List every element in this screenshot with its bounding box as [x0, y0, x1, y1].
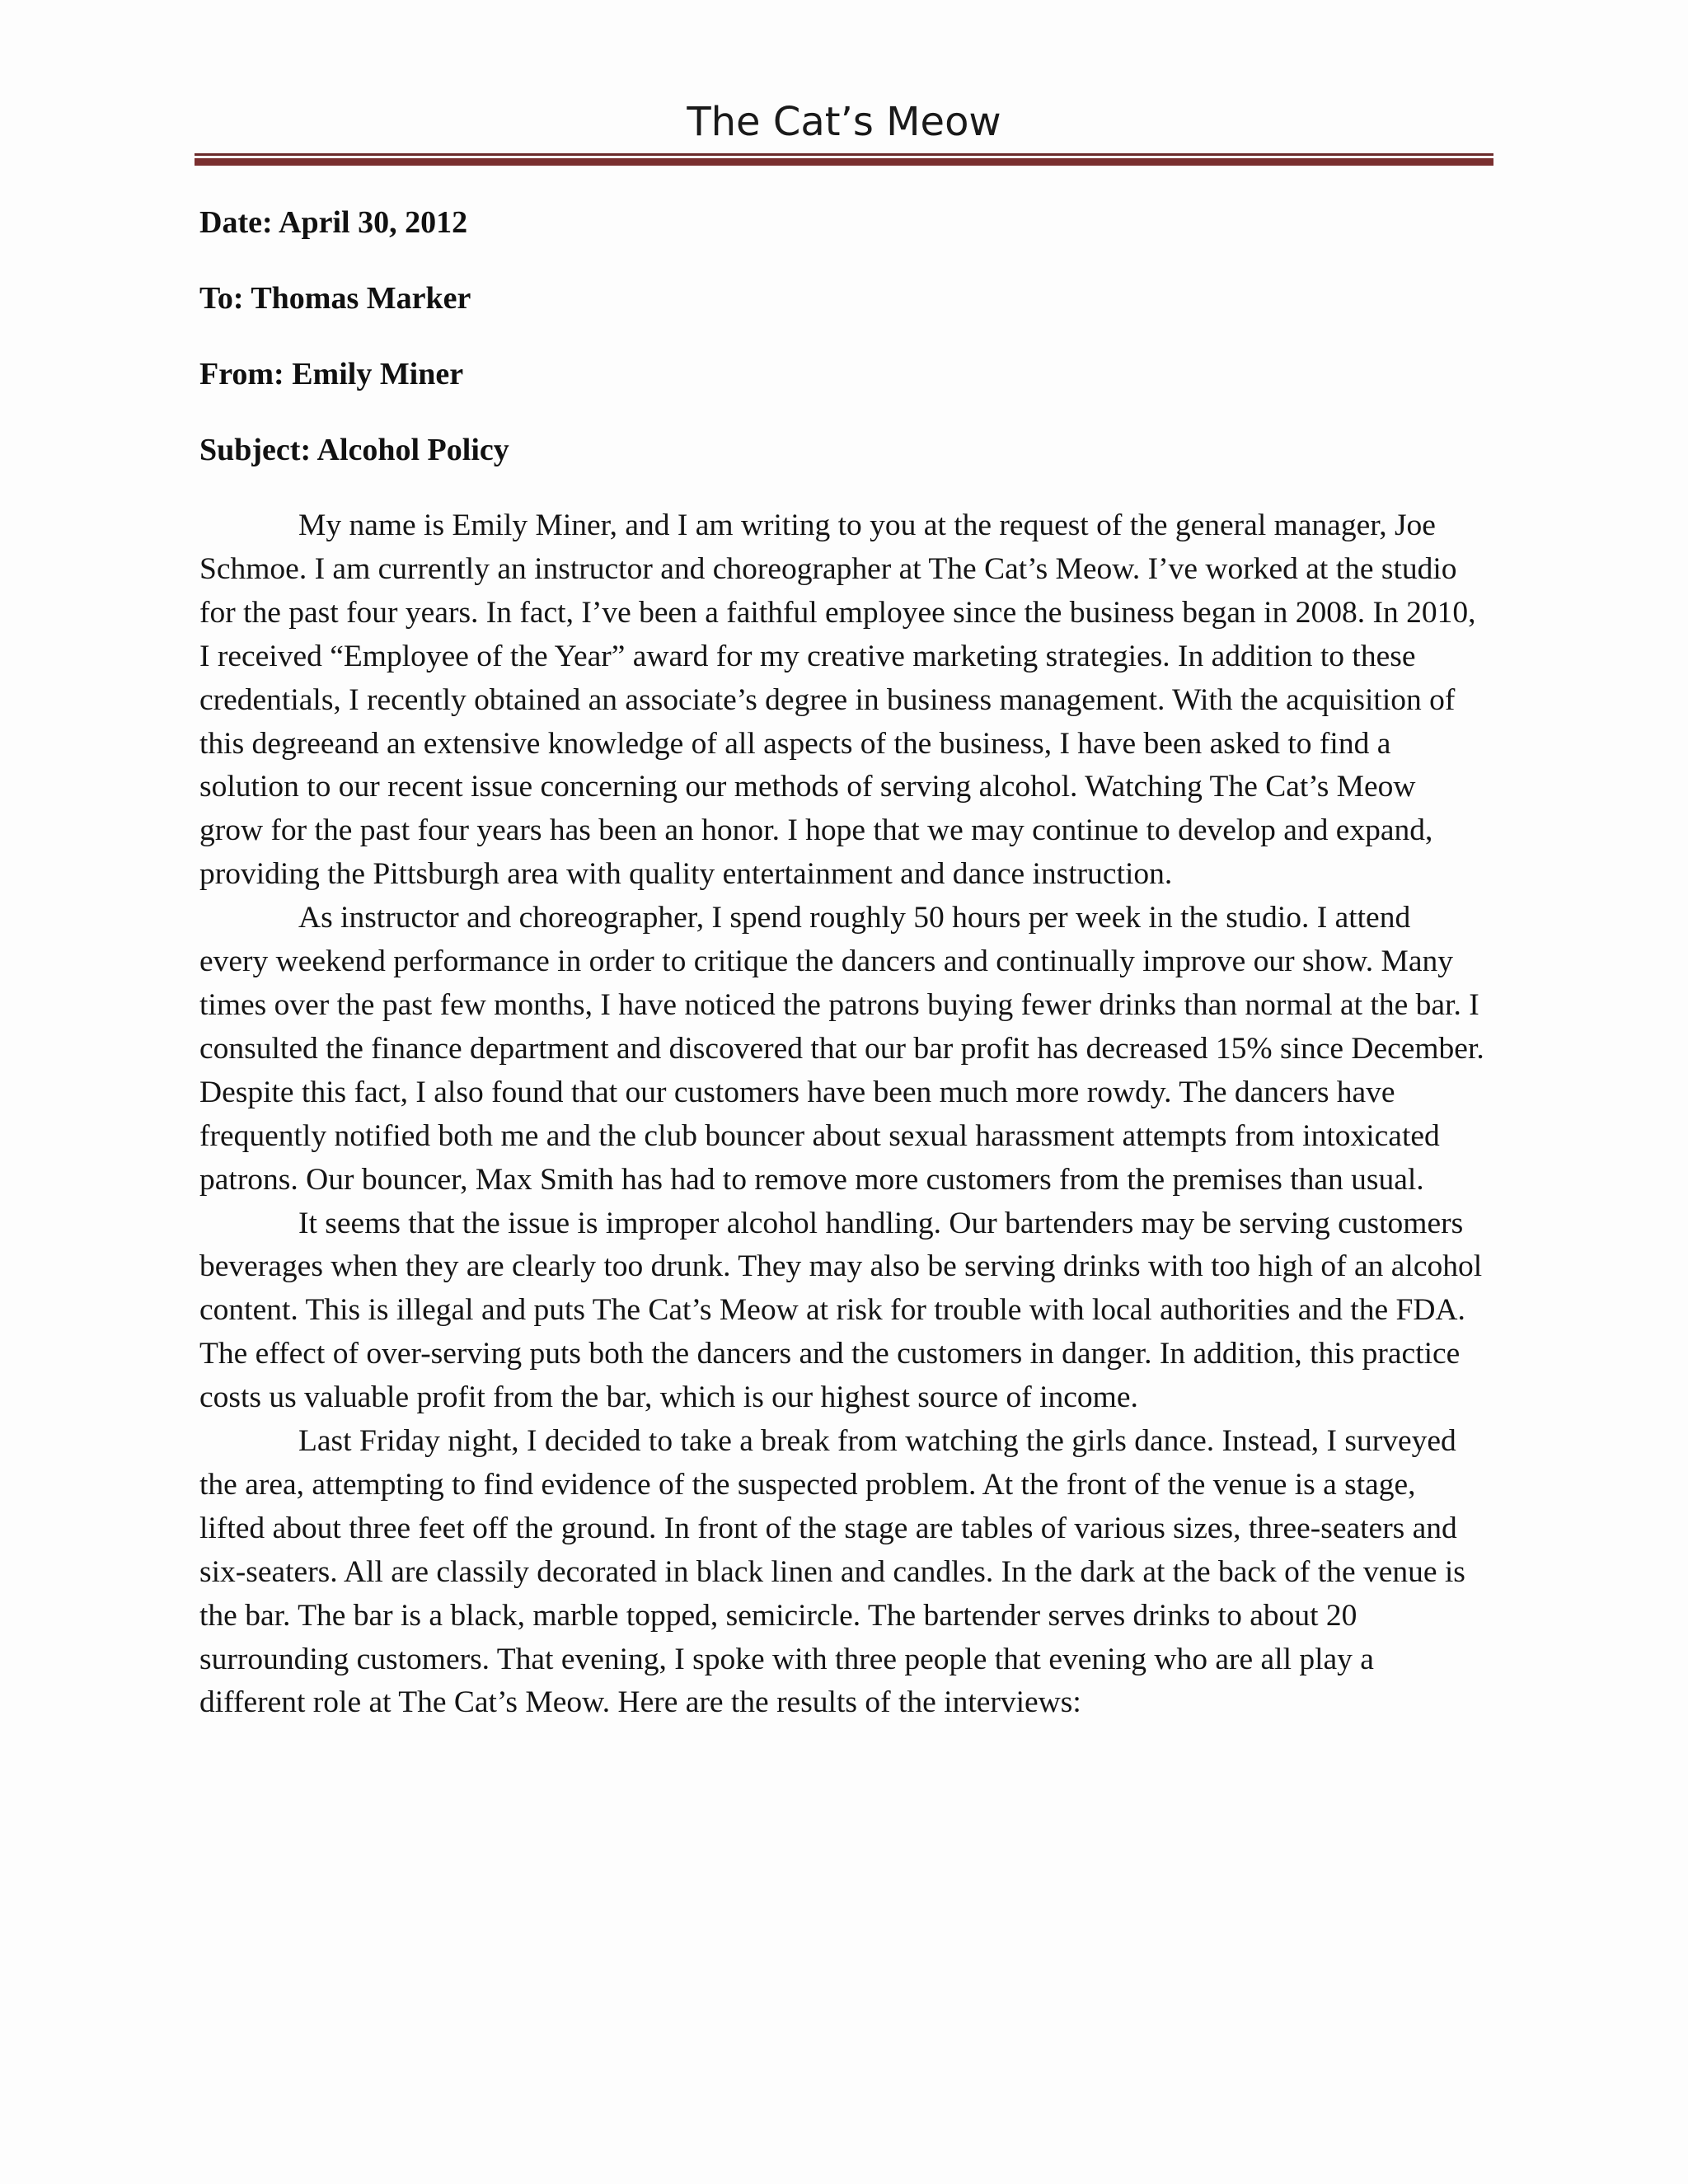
- header-rule-thin: [195, 153, 1493, 156]
- body-paragraph: It seems that the issue is improper alcohol handling. Our bartenders may be serving customers beverages when they are clearly too drunk. They may also be serving drinks with too high of an alcohol content. This is illegal and puts The Cat’s Meow at risk for trouble with local authorities and the FDA. The effect of over-serving puts both the dancers and the customers in danger. In addition, this practice costs us valuable profit from the bar, which is our highest source of income.: [199, 1206, 1483, 1415]
- header-rule-thick: [195, 158, 1493, 166]
- page-header-title: The Cat’s Meow: [687, 99, 1001, 145]
- memo-body: [199, 504, 1485, 1725]
- memo-from: From: Emily Miner: [199, 357, 464, 391]
- memo-to: To: Thomas Marker: [199, 281, 471, 316]
- body-paragraph: Last Friday night, I decided to take a break from watching the girls dance. Instead, I surveyed the area, attempting to find evidence of the suspected problem. At the front of the venue is a stage, lifted about three feet off the ground. In front of the stage are tables of various sizes, three-seaters and six-seaters. All are classily decorated in black linen and candles. In the dark at the back of the venue is the bar. The bar is a black, marble topped, semicircle. The bartender serves drinks to about 20 surrounding customers. That evening, I spoke with three people that evening who are all play a different role at The Cat’s Meow. Here are the results of the interviews:: [199, 1424, 1465, 1720]
- memo-date: Date: April 30, 2012: [199, 205, 468, 240]
- body-paragraph: My name is Emily Miner, and I am writing to you at the request of the general manager, Joe Schmoe. I am currently an instructor and choreographer at The Cat’s Meow. I’ve worked at the studio for the past four years. In fact, I’ve been a faithful employee since the business began in 2008. In 2010, I received “Employee of the Year” award for my creative marketing strategies. In addition to these credentials, I recently obtained an associate’s degree in business management. With the acquisition of this degreeand an extensive knowledge of all aspects of the business, I have been asked to find a solution to our recent issue concerning our methods of serving alcohol. Watching The Cat’s Meow grow for the past four years has been an honor. I hope that we may continue to develop and expand, providing the Pittsburgh area with quality entertainment and dance instruction.: [199, 509, 1476, 892]
- body-paragraph: As instructor and choreographer, I spend roughly 50 hours per week in the studio. I attend every weekend performance in order to critique the dancers and continually improve our show. Many times over the past few months, I have noticed the patrons buying fewer drinks than normal at the bar. I consulted the finance department and discovered that our bar profit has decreased 15% since December. Despite this fact, I also found that our customers have been much more rowdy. The dancers have frequently notified both me and the club bouncer about sexual harassment attempts from intoxicated patrons. Our bouncer, Max Smith has had to remove more customers from the premises than usual.: [199, 901, 1484, 1197]
- memo-subject: Subject: Alcohol Policy: [199, 433, 509, 467]
